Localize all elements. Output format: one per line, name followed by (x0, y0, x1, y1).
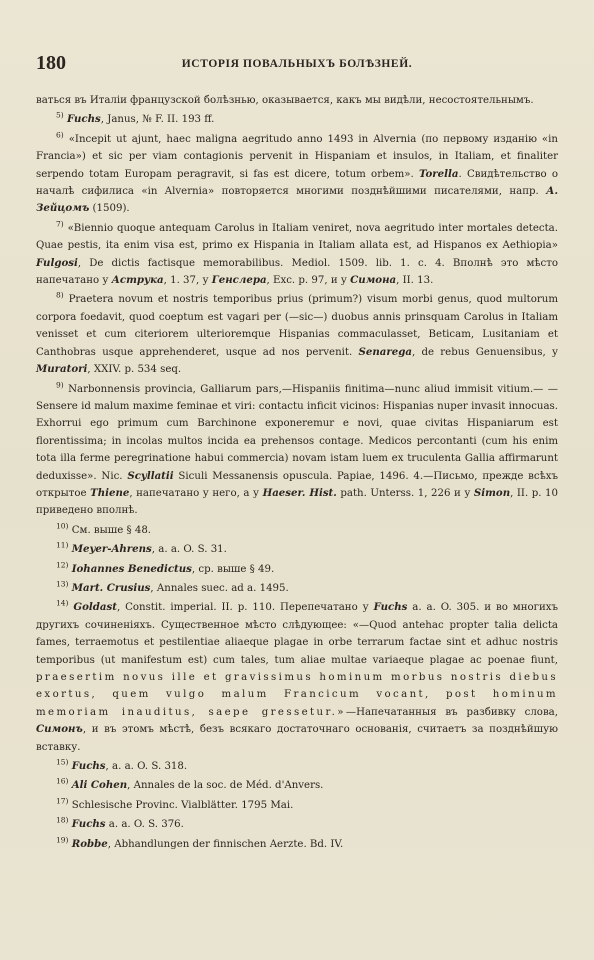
quote-text: Narbonnensis provincia, Galliarum pars,—Hispaniis finitima—nunc aliud immisit vitium.— — Sensere id malum maxime feminae et viri: contactu inficit vicinos: Hispanias nuper invasit innocuas. Exhorrui ego primum cum Barchinone exponeremur e novi, quae civitas Hispaniarum est florentissima; in incolas multos incida ea prehensos contage. Medicos percontanti (cum his enim tota illa ferme peregrinatione habui commercia) novam istam luem ex truculenta Gallia affirmarunt deduxisse». Nic. (36, 383, 558, 482)
footnote-number: 12) (56, 560, 69, 570)
quote-text: Praetera novum et nostris temporibus prius (primum?) visum morbi genus, quod multorum corpora foedavit, quod coeptum est vagari per (—sic—) duobus annis prinsquam Carolus in Italiam venisset et cum citeriorem ulterioremque Hispanias commaculasset, Beticam, Lusitaniam et Canthobras usque apprehenderet, usque ad nos pervenit. (36, 294, 558, 358)
citation-text: , Janus, № F. II. 193 ff. (100, 114, 215, 126)
cited-author: Симонъ (36, 723, 83, 736)
page-header (36, 52, 558, 76)
citation-text: , Constit. imperial. II. p. 110. Перепечатано у (116, 602, 369, 614)
citation-text: , Annales suec. ad a. 1495. (150, 582, 289, 594)
citation-text: , Abhandlungen der finnischen Aerzte. Bd. IV. (107, 838, 344, 850)
footnote-15 (36, 758, 558, 775)
footnote-5 (36, 111, 558, 128)
citation-text: , De dictis factisque memorabilibus. Mediol. 1509. lib. 1. c. 4. Вполнѣ это мѣсто напечатано у (36, 257, 558, 287)
footnote-16 (36, 777, 558, 794)
citation-text: Schlesische Provinc. Vialblätter. 1795 Mai. (71, 799, 294, 811)
citation-text: (1509). (89, 203, 130, 215)
citation-text: , a. a. O. S. 31. (151, 544, 227, 556)
footnote-9 (36, 381, 558, 520)
cited-author: А. Зейцомъ (36, 185, 558, 215)
footnote-17 (36, 797, 558, 814)
citation-text: См. выше § 48. (71, 524, 152, 536)
running-head: ИСТОРІЯ ПОВАЛЬНЫХЪ БОЛѢЗНЕЙ. (181, 58, 413, 70)
footnote-number: 5) (56, 111, 64, 121)
footnote-19 (36, 836, 558, 853)
cited-author: Fuchs (71, 760, 106, 773)
footnote-number: 18) (56, 815, 69, 825)
cited-author: Simon (473, 486, 511, 499)
citation-text: a. a. O. 305. и во многихъ другихъ сочиненіяхъ. Существенное мѣсто слѣдующее: «—Quod antehac propter talia delicta fames, terraemotus et pestilentiae aliaeque plagae in orbe terrarum factae sint et adhuc nostris temporibus (ut manifestum est) cum tales, tum aliae multae variaeque plagae ac poenae fiunt, (36, 602, 558, 666)
quote-text: «Biennio quoque antequam Carolus in Italiam veniret, nova aegritudo inter mortales detecta. Quae pestis, ita enim visa est, primo ex Hispania in Italiam allata est, ad Hispanos ex Aethiopia» (36, 222, 558, 252)
footnote-6 (36, 131, 558, 218)
opening-line: ваться въ Италіи французской болѣзнью, оказывается, какъ мы видѣли, несостоятельнымъ. (36, 95, 534, 106)
cited-author: Haeser. Hist. (262, 486, 337, 499)
footnote-12 (36, 561, 558, 578)
cited-author: Torella (419, 167, 459, 180)
citation-text: , II. p. 10 приведено вполнѣ. (36, 487, 558, 517)
cited-author: Scyllatii (127, 469, 174, 482)
footnote-10 (36, 522, 558, 539)
cited-author: Генслера (211, 274, 267, 287)
cited-author: Fulgosi (36, 256, 78, 269)
citation-text: , de rebus Genuensibus, у (411, 346, 558, 358)
cited-author: Meyer-Ahrens (71, 543, 152, 556)
page-number: 180 (36, 52, 66, 74)
footnote-number: 10) (56, 521, 69, 531)
footnote-number: 17) (56, 796, 69, 806)
citation-text: a. a. O. S. 376. (105, 819, 184, 831)
cited-author: Iohannes Benedictus (71, 562, 192, 575)
citation-text: , напечатано у него, а у (129, 487, 260, 499)
cited-author: Thiene (90, 486, 130, 499)
citation-text: , ср. выше § 49. (191, 563, 275, 575)
citation-text: , Annales de la soc. de Méd. d'Anvers. (127, 780, 324, 792)
citation-text: , и въ этомъ мѣстѣ, безъ всякаго достаточнаго основанія, считаетъ за позднѣйшую вставку. (36, 724, 558, 753)
citation-text: , II. 13. (396, 275, 434, 287)
citation-text: —Напечатанныя въ разбивку слова, (345, 706, 558, 718)
footnote-number: 11) (56, 540, 69, 550)
footnote-number: 14) (56, 598, 69, 608)
footnote-number: 19) (56, 835, 69, 845)
citation-text: , XXIV. p. 534 seq. (87, 364, 182, 376)
footnote-13 (36, 580, 558, 597)
cited-author: Ali Cohen (71, 779, 128, 792)
cited-author: Senarega (358, 345, 412, 358)
quote-text: «Incepit ut ajunt, haec maligna aegritudo anno 1493 in Alvernia (по первому изданію «in Francia») et sic per viam contagionis pervenit in Hispaniam et insulos, in Italiam, et finaliter serpendo totam Europam peragravit, si fas est dicere, totum orbem». (36, 133, 558, 180)
cited-author: Robbe (71, 837, 108, 850)
cited-author: Fuchs (373, 601, 408, 614)
cited-author: Muratori (36, 363, 88, 376)
footnote-number: 15) (56, 757, 69, 767)
cited-author: Fuchs (71, 818, 106, 831)
footnote-11 (36, 541, 558, 558)
footnote-number: 7) (56, 219, 64, 229)
footnote-7 (36, 220, 558, 290)
footnote-8 (36, 291, 558, 378)
citation-text: Siculi Messanensis opuscula. Papiae, 1496. 4.—Письмо, прежде всѣхъ открытое (36, 470, 558, 499)
footnote-number: 6) (56, 130, 64, 140)
footnote-number: 16) (56, 777, 69, 787)
citation-text: . Свидѣтельство о началѣ сифилиса «in Alvernia» повторяется многими позднѣйшими писателями, напр. (36, 168, 558, 198)
footnote-number: 13) (56, 579, 69, 589)
cited-author: Симона (350, 274, 397, 287)
citation-text: , Exc. p. 97, и у (266, 275, 347, 287)
footnote-18 (36, 816, 558, 833)
cited-author: Fuchs (66, 113, 101, 126)
spaced-quote: praesertim novus ille et gravissimus hominum morbus nostris diebus exortus, quem vulgo malum Francicum vocant, post hominum memoriam inauditus, saepe gressetur.» (36, 672, 558, 718)
cited-author: Аструка (111, 274, 164, 287)
citation-text: path. Unterss. 1, 226 и у (336, 487, 471, 499)
footnote-number: 8) (56, 291, 64, 301)
footnotes-body (36, 92, 558, 855)
cited-author: Mart. Crusius (71, 581, 151, 594)
footnote-number: 9) (56, 380, 64, 390)
citation-text: , a. a. O. S. 318. (105, 761, 188, 773)
citation-text: , 1. 37, у (163, 275, 209, 287)
footnote-14 (36, 599, 558, 756)
cited-author: Goldast (73, 601, 117, 614)
